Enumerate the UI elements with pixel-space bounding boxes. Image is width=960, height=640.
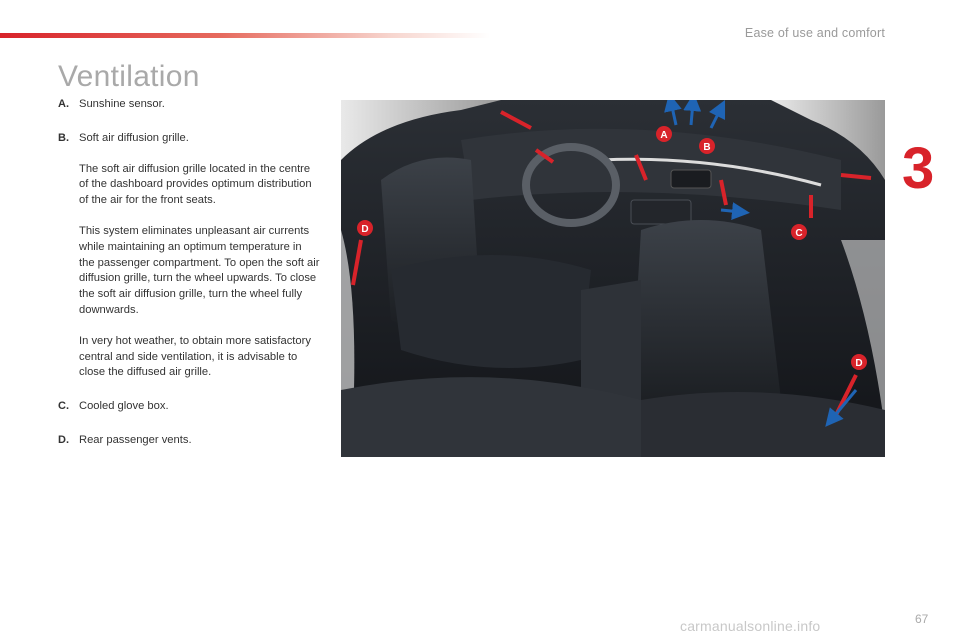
entry-text: In very hot weather, to obtain more satisfactory central and side ventilation, it is advisable to close the diffused air grille. — [79, 334, 311, 379]
entry-c — [58, 399, 320, 415]
entry-text: Cooled glove box. — [79, 400, 169, 413]
marker-b-label: B — [703, 142, 711, 153]
page-number: 67 — [915, 612, 929, 626]
watermark[interactable]: carmanualsonline.info — [680, 618, 821, 634]
arrow — [721, 210, 741, 212]
marker-c — [791, 224, 807, 240]
marker-b — [699, 138, 715, 154]
chapter-number: 3 — [902, 136, 935, 201]
car-interior-drawing — [341, 100, 885, 457]
entry-text: Sunshine sensor. — [79, 98, 165, 110]
marker-d-rear — [851, 354, 867, 370]
entry-key: C. — [58, 400, 69, 413]
entry-text: This system eliminates unpleasant air currents while maintaining an optimum temperature in the passenger compartment. To open the soft air diffusion grille, turn the wheel upwards. To close the soft air diffusion grille, turn the wheel fully downwards. — [79, 224, 320, 316]
entry-d — [58, 433, 320, 449]
interior-illustration — [341, 100, 885, 457]
section-header: Ease of use and comfort — [744, 26, 885, 40]
marker-d-front — [357, 220, 373, 236]
entry-text: The soft air diffusion grille located in the centre of the dashboard provides optimum distribution of the air for the front seats. — [79, 162, 312, 207]
entry-b — [58, 131, 320, 381]
marker-d-rear-label: D — [855, 358, 863, 369]
driver-seat-cushion — [391, 255, 591, 368]
passenger-seat-back — [631, 220, 781, 410]
marker-d-front-label: D — [361, 224, 369, 235]
center-console — [581, 280, 641, 400]
climate-panel — [631, 200, 691, 224]
center-screen — [671, 170, 711, 188]
entry-key: B. — [58, 131, 69, 144]
marker-c-label: C — [795, 228, 803, 239]
content-column — [58, 97, 320, 467]
entry-key: D. — [58, 433, 69, 446]
entry-text: Rear passenger vents. — [79, 433, 192, 446]
marker-a-label: A — [660, 130, 668, 141]
entry-text: Soft air diffusion grille. — [79, 131, 189, 144]
entry-key: A. — [58, 98, 69, 110]
header-accent-bar — [0, 33, 490, 38]
entry-a — [58, 97, 320, 113]
page-title: Ventilation — [58, 60, 200, 93]
arrow — [691, 102, 693, 125]
marker-a — [656, 126, 672, 142]
